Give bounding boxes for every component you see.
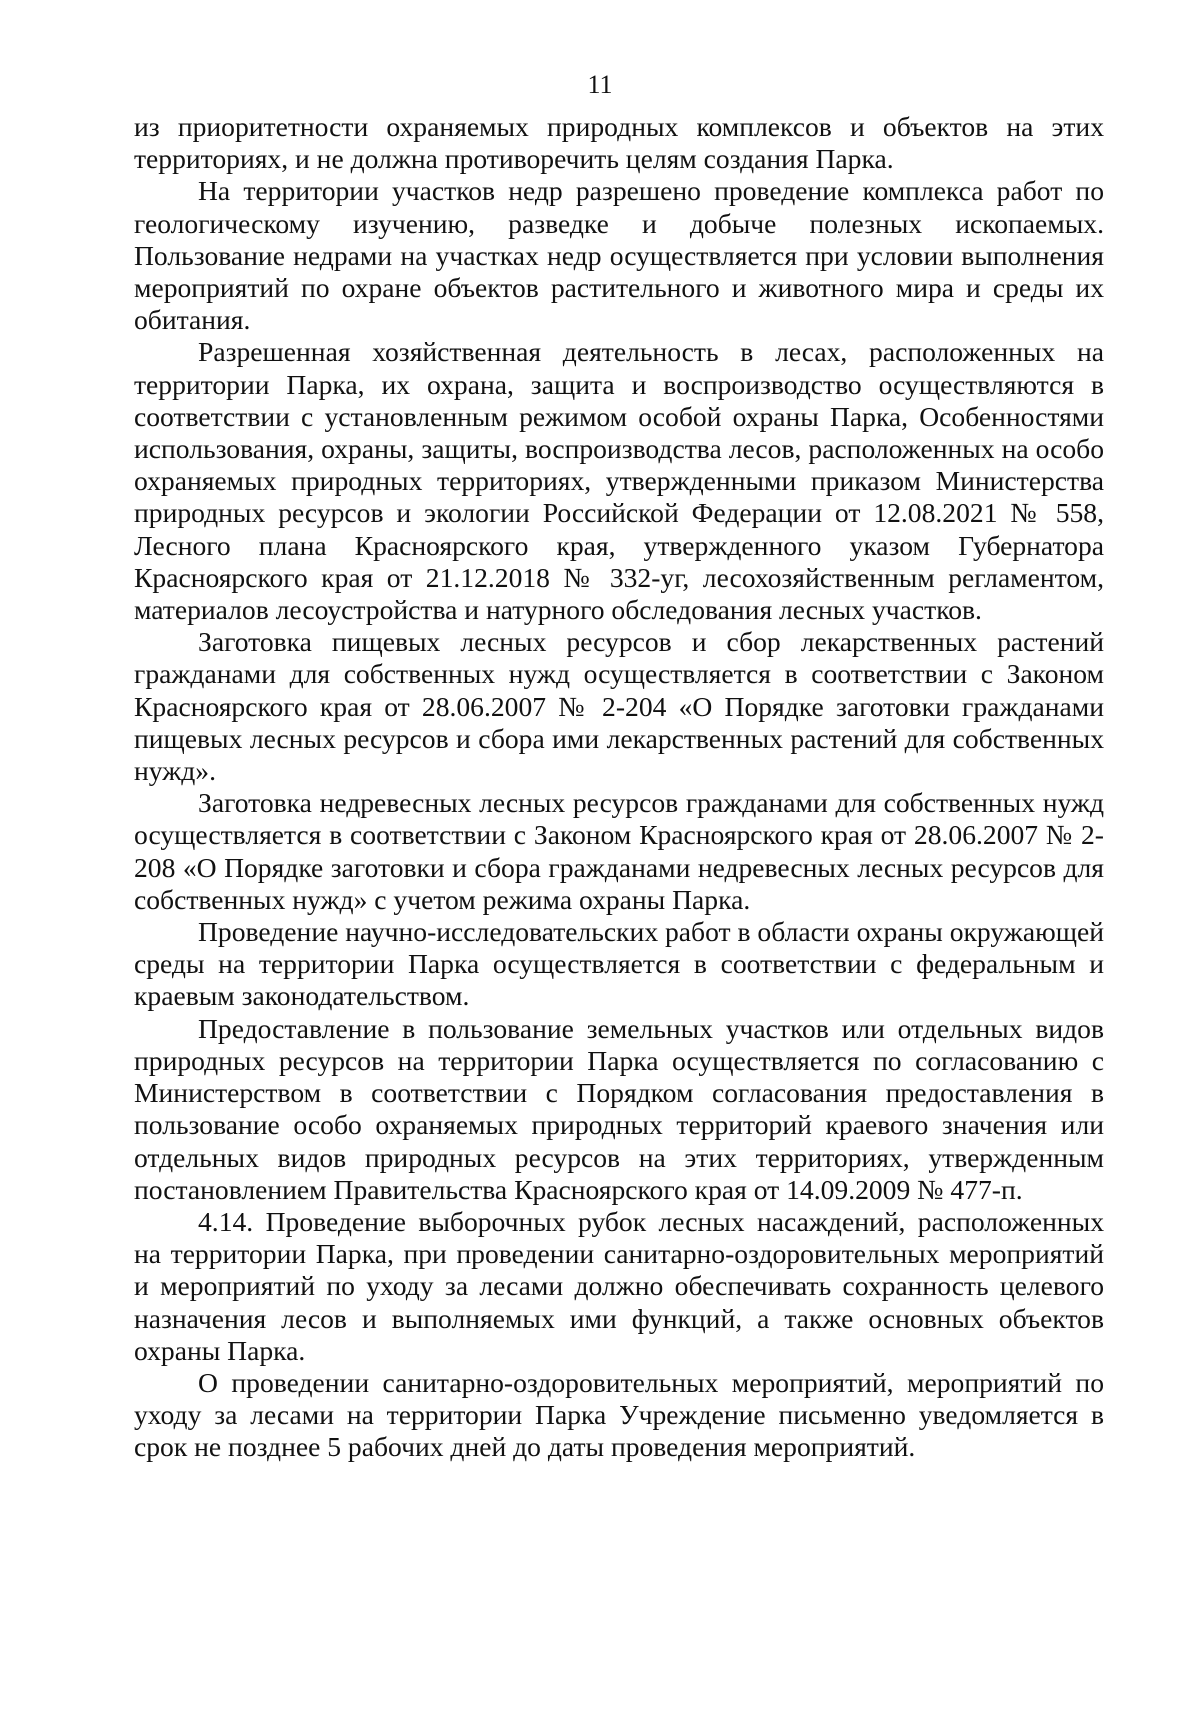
paragraph-5: Заготовка недревесных лесных ресурсов гражданами для собственных нужд осуществляется в соответствии с Законом Красноярского края от 28.06.2007 № 2-208 «О Порядке заготовки и сбора гражданами недревесных лесных ресурсов для собственных нужд» с учетом режима охраны Парка. — [134, 787, 1104, 915]
paragraph-8: 4.14. Проведение выборочных рубок лесных насаждений, расположенных на территории Парка, при проведении санитарно-оздоровительных мероприятий и мероприятий по уходу за лесами должно обеспечивать сохранность целевого назначения лесов и выполняемых ими функций, а также основных объектов охраны Парка. — [134, 1205, 1104, 1366]
paragraph-7: Предоставление в пользование земельных участков или отдельных видов природных ресурсов на территории Парка осуществляется по согласованию с Министерством в соответствии с Порядком согласования предоставления в пользование особо охраняемых природных территорий краевого значения или отдельных видов природных ресурсов на этих территориях, утвержденным постановлением Правительства Красноярского края от 14.09.2009 № 477-п. — [134, 1012, 1104, 1205]
paragraph-1: из приоритетности охраняемых природных комплексов и объектов на этих территориях, и не должна противоречить целям создания Парка. — [134, 111, 1104, 175]
document-body — [134, 111, 1104, 1464]
paragraph-6: Проведение научно-исследовательских работ в области охраны окружающей среды на территории Парка осуществляется в соответствии с федеральным и краевым законодательством. — [134, 916, 1104, 1012]
page-number: 11 — [587, 70, 613, 99]
paragraph-4: Заготовка пищевых лесных ресурсов и сбор лекарственных растений гражданами для собственных нужд осуществляется в соответствии с Законом Красноярского края от 28.06.2007 № 2-204 «О Порядке заготовки гражданами пищевых лесных ресурсов и сбора ими лекарственных растений для собственных нужд». — [134, 626, 1104, 787]
paragraph-2: На территории участков недр разрешено проведение комплекса работ по геологическому изучению, разведке и добыче полезных ископаемых. Пользование недрами на участках недр осуществляется при условии выполнения мероприятий по охране объектов растительного и животного мира и среды их обитания. — [134, 175, 1104, 336]
paragraph-9: О проведении санитарно-оздоровительных мероприятий, мероприятий по уходу за лесами на территории Парка Учреждение письменно уведомляется в срок не позднее 5 рабочих дней до даты проведения мероприятий. — [134, 1366, 1104, 1463]
paragraph-3: Разрешенная хозяйственная деятельность в лесах, расположенных на территории Парка, их охрана, защита и воспроизводство осуществляются в соответствии с установленным режимом особой охраны Парка, Особенностями использования, охраны, защиты, воспроизводства лесов, расположенных на особо охраняемых природных территориях, утвержденными приказом Министерства природных ресурсов и экологии Российской Федерации от 12.08.2021 № 558, Лесного плана Красноярского края, утвержденного указом Губернатора Красноярского края от 21.12.2018 № 332-уг, лесохозяйственным регламентом, материалов лесоустройства и натурного обследования лесных участков. — [134, 336, 1104, 626]
